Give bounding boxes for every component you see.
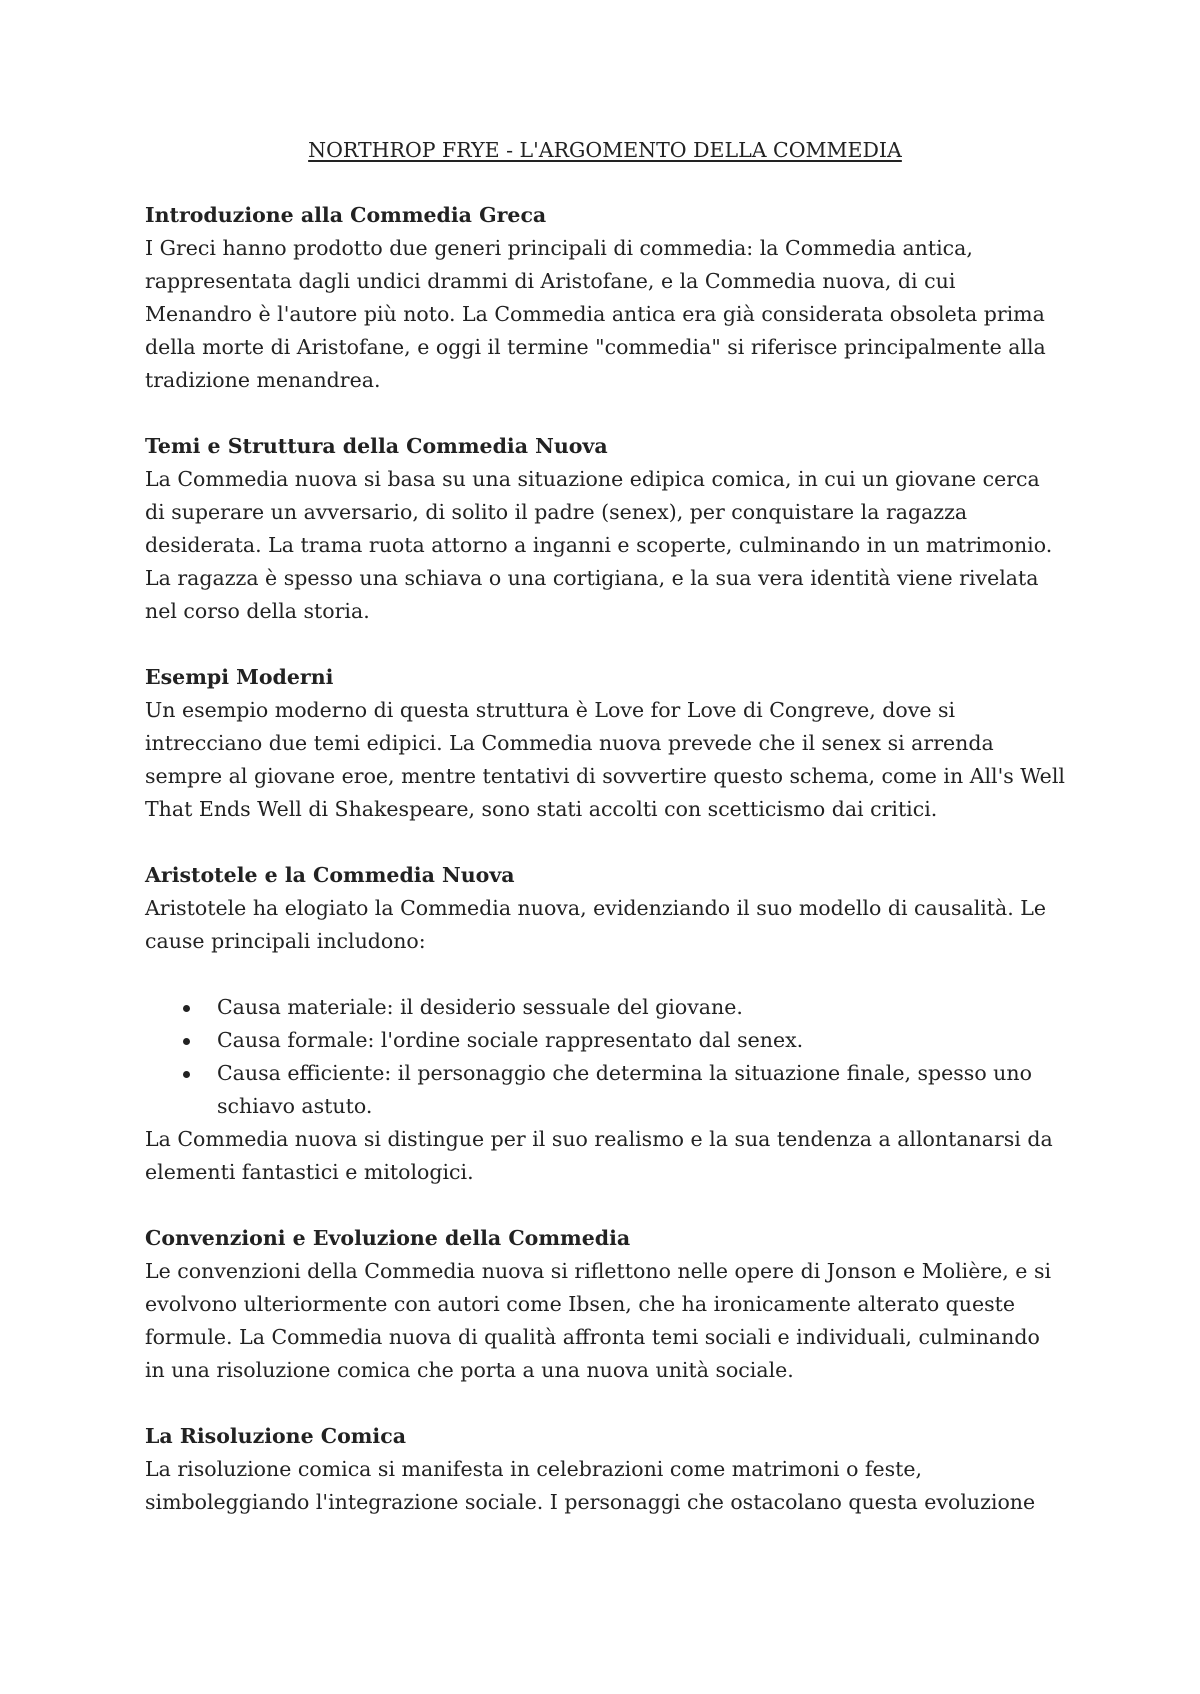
list-item: Causa formale: l'ordine sociale rappresentato dal senex. (217, 1024, 1065, 1057)
section-convenzioni (145, 1222, 1065, 1387)
list-item: Causa materiale: il desiderio sessuale del giovane. (217, 991, 1065, 1024)
section-heading: Temi e Struttura della Commedia Nuova (145, 434, 608, 458)
causes-list (145, 991, 1065, 1123)
section-intro: Aristotele ha elogiato la Commedia nuova, evidenziando il suo modello di causalità. Le cause principali includono: (145, 896, 1047, 953)
section-esempi-moderni (145, 661, 1065, 826)
section-body: Le convenzioni della Commedia nuova si riflettono nelle opere di Jonson e Molière, e si evolvono ulteriormente con autori come Ibsen, che ha ironicamente alterato queste formule. La Commedia nuova di qualità affronta temi sociali e individuali, culminando in una risoluzione comica che porta a una nuova unità sociale. (145, 1259, 1052, 1382)
list-item: Causa efficiente: il personaggio che determina la situazione finale, spesso uno schiavo astuto. (217, 1057, 1065, 1123)
section-aristotele (145, 859, 1065, 1189)
section-heading: La Risoluzione Comica (145, 1424, 406, 1448)
document-page (145, 134, 1065, 1552)
section-body: I Greci hanno prodotto due generi principali di commedia: la Commedia antica, rappresentata dagli undici drammi di Aristofane, e la Commedia nuova, di cui Menandro è l'autore più noto. La Commedia antica era già considerata obsoleta prima della morte di Aristofane, e oggi il termine "commedia" si riferisce principalmente alla tradizione menandrea. (145, 236, 1046, 392)
section-body: Un esempio moderno di questa struttura è Love for Love di Congreve, dove si intrecciano due temi edipici. La Commedia nuova prevede che il senex si arrenda sempre al giovane eroe, mentre tentativi di sovvertire questo schema, come in All's Well That Ends Well di Shakespeare, sono stati accolti con scetticismo dai critici. (145, 698, 1065, 821)
section-body: La Commedia nuova si basa su una situazione edipica comica, in cui un giovane cerca di superare un avversario, di solito il padre (senex), per conquistare la ragazza desiderata. La trama ruota attorno a inganni e scoperte, culminando in un matrimonio. La ragazza è spesso una schiava o una cortigiana, e la sua vera identità viene rivelata nel corso della storia. (145, 467, 1053, 623)
section-heading: Introduzione alla Commedia Greca (145, 203, 547, 227)
section-temi-struttura (145, 430, 1065, 628)
section-heading: Aristotele e la Commedia Nuova (145, 863, 515, 887)
section-outro: La Commedia nuova si distingue per il suo realismo e la sua tendenza a allontanarsi da elementi fantastici e mitologici. (145, 1127, 1053, 1184)
section-heading: Convenzioni e Evoluzione della Commedia (145, 1226, 631, 1250)
section-risoluzione (145, 1420, 1065, 1519)
document-title: NORTHROP FRYE - L'ARGOMENTO DELLA COMMEDIA (308, 138, 902, 162)
section-body: La risoluzione comica si manifesta in celebrazioni come matrimoni o feste, simboleggiando l'integrazione sociale. I personaggi che ostacolano questa evoluzione (145, 1457, 1036, 1514)
section-introduzione (145, 199, 1065, 397)
section-heading: Esempi Moderni (145, 665, 334, 689)
